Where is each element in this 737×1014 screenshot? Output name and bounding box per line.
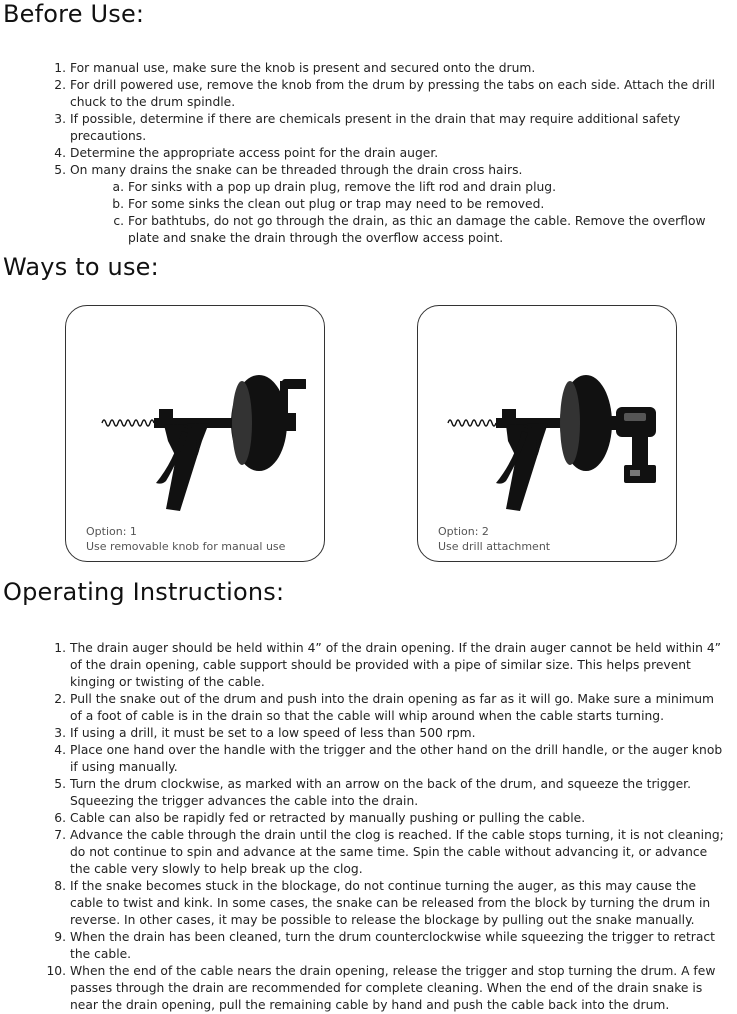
list-item bbox=[0, 963, 737, 1014]
sub-list-item bbox=[0, 179, 737, 196]
item-text: If using a drill, it must be set to a low speed of less than 500 rpm. bbox=[70, 726, 476, 740]
list-item bbox=[0, 878, 737, 929]
option-description: Use drill attachment bbox=[438, 540, 551, 553]
list-item bbox=[0, 77, 737, 111]
item-text: Advance the cable through the drain until the clog is reached. If the cable stops turning, it is not cleaning; do not continue to spin and advance at the same time. Spin the cable without advancing it, or advance the cable very slowly to help break up the clog. bbox=[70, 828, 724, 876]
item-number: 5. bbox=[54, 163, 66, 177]
sub-list-item bbox=[0, 213, 737, 247]
drain-auger-with-crank-knob-icon bbox=[84, 361, 306, 511]
item-number: 1. bbox=[54, 61, 66, 75]
item-text: For manual use, make sure the knob is present and secured onto the drum. bbox=[70, 61, 536, 75]
list-item bbox=[0, 111, 737, 145]
item-letter: a. bbox=[112, 180, 124, 194]
list-item bbox=[0, 929, 737, 963]
drain-auger-with-power-drill-icon bbox=[436, 361, 658, 511]
item-number: 8. bbox=[54, 879, 66, 893]
sub-list-item bbox=[0, 196, 737, 213]
item-text: Determine the appropriate access point for the drain auger. bbox=[70, 146, 439, 160]
item-number: 4. bbox=[54, 743, 66, 757]
item-text: Pull the snake out of the drum and push into the drain opening as far as it will go. Make sure a minimum of a foot of cable is in the drain so that the cable will whip around when the cable starts turning. bbox=[70, 692, 714, 723]
item-text: Cable can also be rapidly fed or retracted by manually pushing or pulling the cable. bbox=[70, 811, 586, 825]
item-number: 10. bbox=[46, 964, 66, 978]
list-item bbox=[0, 827, 737, 878]
item-number: 3. bbox=[54, 726, 66, 740]
list-item bbox=[0, 691, 737, 725]
list-item bbox=[0, 810, 737, 827]
item-number: 4. bbox=[54, 146, 66, 160]
item-number: 7. bbox=[54, 828, 66, 842]
item-number: 2. bbox=[54, 78, 66, 92]
item-number: 9. bbox=[54, 930, 66, 944]
item-text: For drill powered use, remove the knob from the drum by pressing the tabs on each side. Attach the drill chuck to the drum spindle. bbox=[70, 78, 716, 109]
item-text: When the drain has been cleaned, turn the drum counterclockwise while squeezing the trigger to retract the cable. bbox=[70, 930, 715, 961]
item-text: For sinks with a pop up drain plug, remove the lift rod and drain plug. bbox=[128, 180, 557, 194]
item-text: Place one hand over the handle with the trigger and the other hand on the drill handle, or the auger knob if using manually. bbox=[70, 743, 723, 774]
item-letter: b. bbox=[112, 197, 124, 211]
list-item bbox=[0, 776, 737, 810]
item-number: 6. bbox=[54, 811, 66, 825]
item-number: 3. bbox=[54, 112, 66, 126]
list-item bbox=[0, 725, 737, 742]
list-item bbox=[0, 742, 737, 776]
list-item bbox=[0, 162, 737, 179]
item-text: Turn the drum clockwise, as marked with an arrow on the back of the drum, and squeeze the trigger. Squeezing the trigger advances the cable into the drain. bbox=[70, 777, 691, 808]
before-use-list bbox=[0, 60, 737, 247]
item-text: On many drains the snake can be threaded through the drain cross hairs. bbox=[70, 163, 523, 177]
operating-instructions-heading: Operating Instructions: bbox=[3, 578, 285, 606]
list-item bbox=[0, 145, 737, 162]
option-card-manual bbox=[65, 305, 325, 562]
item-number: 2. bbox=[54, 692, 66, 706]
item-number: 1. bbox=[54, 641, 66, 655]
operating-instructions-list bbox=[0, 640, 737, 1014]
item-letter: c. bbox=[113, 214, 124, 228]
item-text: For some sinks the clean out plug or trap may need to be removed. bbox=[128, 197, 545, 211]
item-text: The drain auger should be held within 4” of the drain opening. If the drain auger cannot be held within 4” of the drain opening, cable support should be provided with a pipe of similar size. This helps prevent kinging or twisting of the cable. bbox=[70, 641, 722, 689]
option-label: Option: 1 bbox=[86, 525, 137, 538]
option-description: Use removable knob for manual use bbox=[86, 540, 286, 553]
list-item bbox=[0, 60, 737, 77]
item-number: 5. bbox=[54, 777, 66, 791]
item-text: For bathtubs, do not go through the drain, as thic an damage the cable. Remove the overflow plate and snake the drain through the overflow access point. bbox=[128, 214, 706, 245]
item-text: When the end of the cable nears the drain opening, release the trigger and stop turning the drum. A few passes through the drain are recommended for complete cleaning. When the end of the drain snake is near the drain opening, pull the remaining cable by hand and push the cable back into the drum. bbox=[70, 964, 716, 1012]
item-text: If the snake becomes stuck in the blockage, do not continue turning the auger, as this may cause the cable to twist and kink. In some cases, the snake can be released from the block by turning the drum in reverse. In other cases, it may be possible to release the blockage by pulling out the snake manually. bbox=[70, 879, 711, 927]
option-label: Option: 2 bbox=[438, 525, 489, 538]
list-item bbox=[0, 640, 737, 691]
ways-to-use-heading: Ways to use: bbox=[3, 253, 159, 281]
before-use-heading: Before Use: bbox=[3, 0, 145, 28]
option-card-drill bbox=[417, 305, 677, 562]
item-text: If possible, determine if there are chemicals present in the drain that may require additional safety precautions. bbox=[70, 112, 681, 143]
